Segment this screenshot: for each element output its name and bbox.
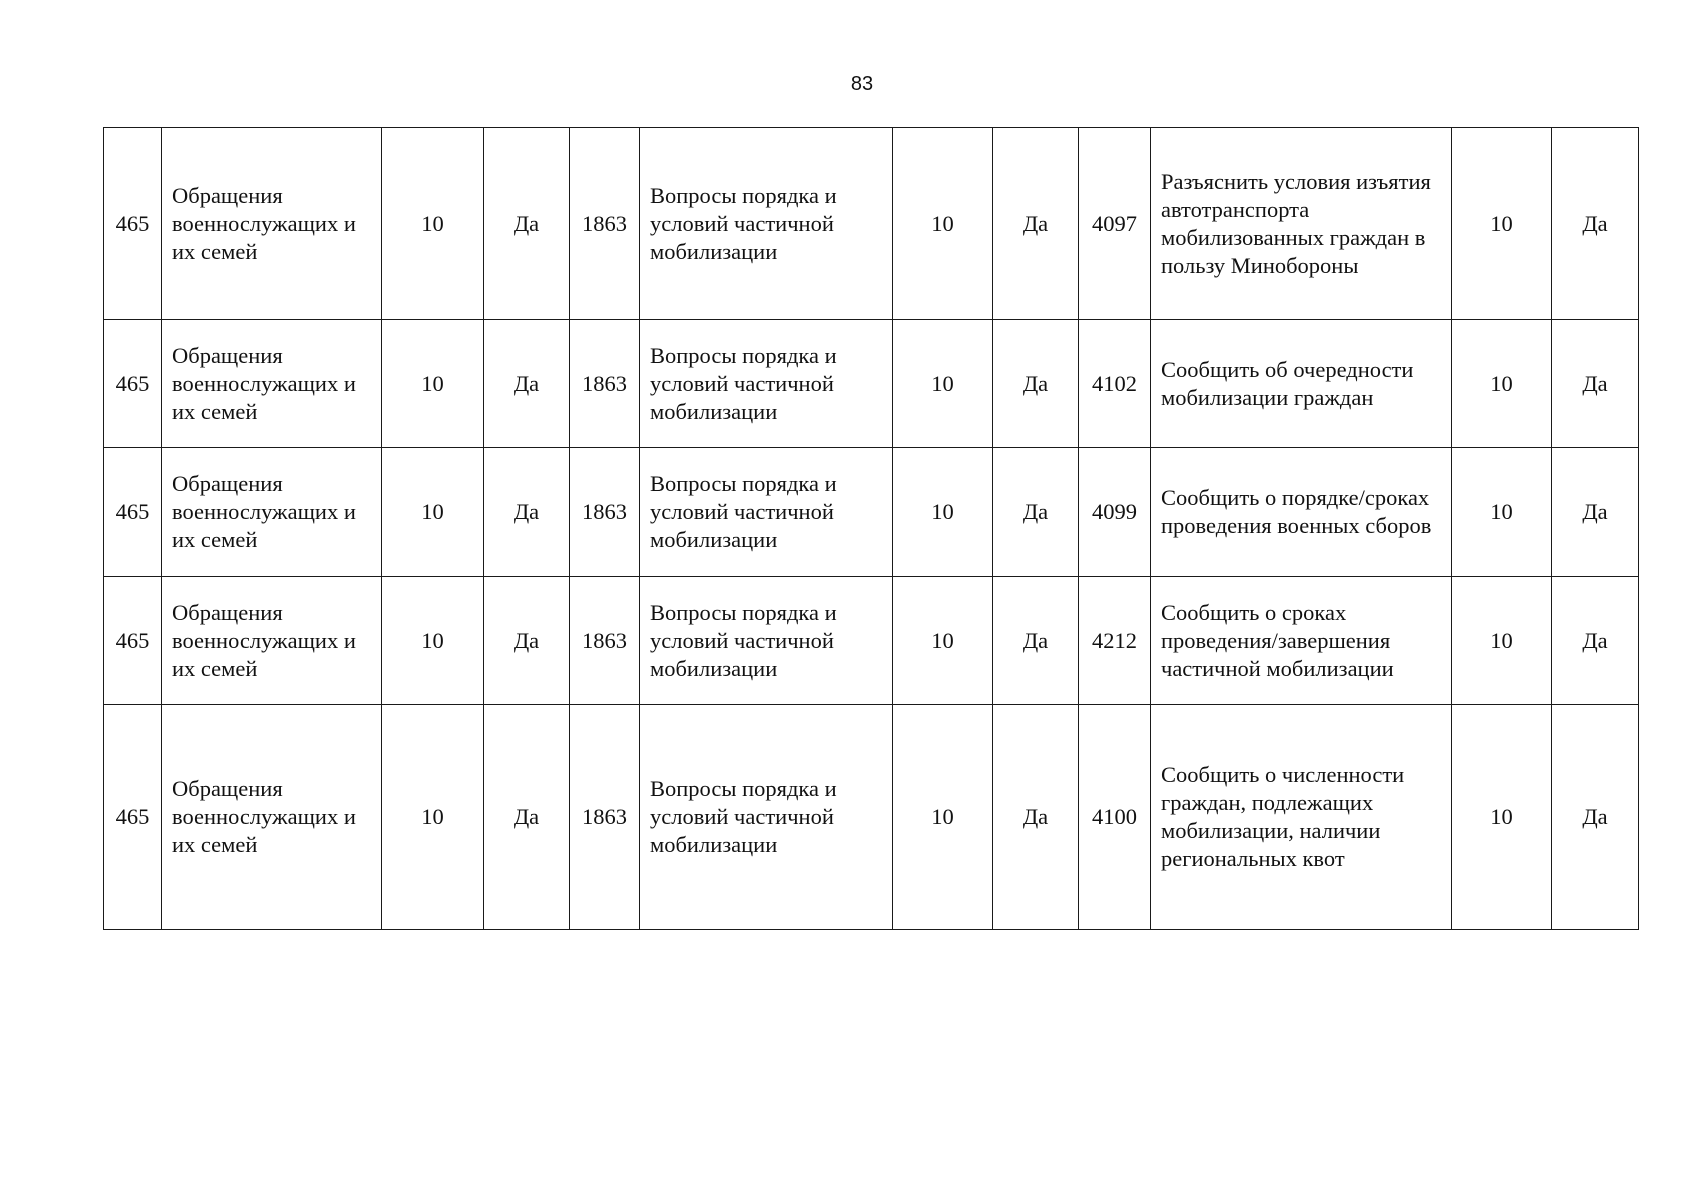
subquestion-value-cell: 10 (1452, 577, 1552, 705)
theme-name-cell: Обращения военнослужащих и их семей (162, 577, 382, 705)
question-name-cell: Вопросы порядка и условий частичной мобилизации (640, 705, 893, 930)
data-table (103, 127, 1639, 930)
question-code-cell: 1863 (570, 705, 640, 930)
theme-flag-cell: Да (484, 448, 570, 577)
question-name-cell: Вопросы порядка и условий частичной мобилизации (640, 128, 893, 320)
question-code-cell: 1863 (570, 448, 640, 577)
subquestion-flag-cell: Да (1552, 577, 1639, 705)
page-number: 83 (850, 73, 874, 95)
subquestion-flag-cell: Да (1552, 128, 1639, 320)
question-flag-cell: Да (993, 448, 1079, 577)
table-row (104, 577, 1639, 705)
question-flag-cell: Да (993, 705, 1079, 930)
question-value-cell: 10 (893, 320, 993, 448)
theme-value-cell: 10 (382, 448, 484, 577)
subquestion-code-cell: 4212 (1079, 577, 1151, 705)
subquestion-name-cell: Сообщить о сроках проведения/завершения частичной мобилизации (1151, 577, 1452, 705)
subquestion-code-cell: 4099 (1079, 448, 1151, 577)
subquestion-flag-cell: Да (1552, 320, 1639, 448)
theme-value-cell: 10 (382, 320, 484, 448)
theme-code-cell: 465 (104, 577, 162, 705)
theme-flag-cell: Да (484, 577, 570, 705)
table-row (104, 705, 1639, 930)
theme-flag-cell: Да (484, 320, 570, 448)
theme-value-cell: 10 (382, 705, 484, 930)
question-name-cell: Вопросы порядка и условий частичной мобилизации (640, 577, 893, 705)
subquestion-value-cell: 10 (1452, 705, 1552, 930)
subquestion-code-cell: 4102 (1079, 320, 1151, 448)
question-value-cell: 10 (893, 705, 993, 930)
theme-code-cell: 465 (104, 448, 162, 577)
subquestion-flag-cell: Да (1552, 448, 1639, 577)
theme-name-cell: Обращения военнослужащих и их семей (162, 448, 382, 577)
theme-name-cell: Обращения военнослужащих и их семей (162, 128, 382, 320)
question-flag-cell: Да (993, 577, 1079, 705)
question-flag-cell: Да (993, 128, 1079, 320)
question-value-cell: 10 (893, 448, 993, 577)
subquestion-name-cell: Сообщить о численности граждан, подлежащих мобилизации, наличии региональных квот (1151, 705, 1452, 930)
theme-name-cell: Обращения военнослужащих и их семей (162, 320, 382, 448)
table-row (104, 448, 1639, 577)
subquestion-name-cell: Сообщить об очередности мобилизации граждан (1151, 320, 1452, 448)
subquestion-code-cell: 4100 (1079, 705, 1151, 930)
theme-flag-cell: Да (484, 705, 570, 930)
theme-code-cell: 465 (104, 128, 162, 320)
question-name-cell: Вопросы порядка и условий частичной мобилизации (640, 320, 893, 448)
question-flag-cell: Да (993, 320, 1079, 448)
theme-code-cell: 465 (104, 705, 162, 930)
question-code-cell: 1863 (570, 128, 640, 320)
question-code-cell: 1863 (570, 577, 640, 705)
subquestion-name-cell: Разъяснить условия изъятия автотранспорта мобилизованных граждан в пользу Минобороны (1151, 128, 1452, 320)
table-row (104, 128, 1639, 320)
subquestion-flag-cell: Да (1552, 705, 1639, 930)
theme-name-cell: Обращения военнослужащих и их семей (162, 705, 382, 930)
theme-value-cell: 10 (382, 128, 484, 320)
subquestion-value-cell: 10 (1452, 128, 1552, 320)
question-code-cell: 1863 (570, 320, 640, 448)
subquestion-code-cell: 4097 (1079, 128, 1151, 320)
question-value-cell: 10 (893, 577, 993, 705)
subquestion-value-cell: 10 (1452, 448, 1552, 577)
question-value-cell: 10 (893, 128, 993, 320)
theme-code-cell: 465 (104, 320, 162, 448)
subquestion-name-cell: Сообщить о порядке/сроках проведения военных сборов (1151, 448, 1452, 577)
subquestion-value-cell: 10 (1452, 320, 1552, 448)
theme-flag-cell: Да (484, 128, 570, 320)
question-name-cell: Вопросы порядка и условий частичной мобилизации (640, 448, 893, 577)
theme-value-cell: 10 (382, 577, 484, 705)
table-row (104, 320, 1639, 448)
